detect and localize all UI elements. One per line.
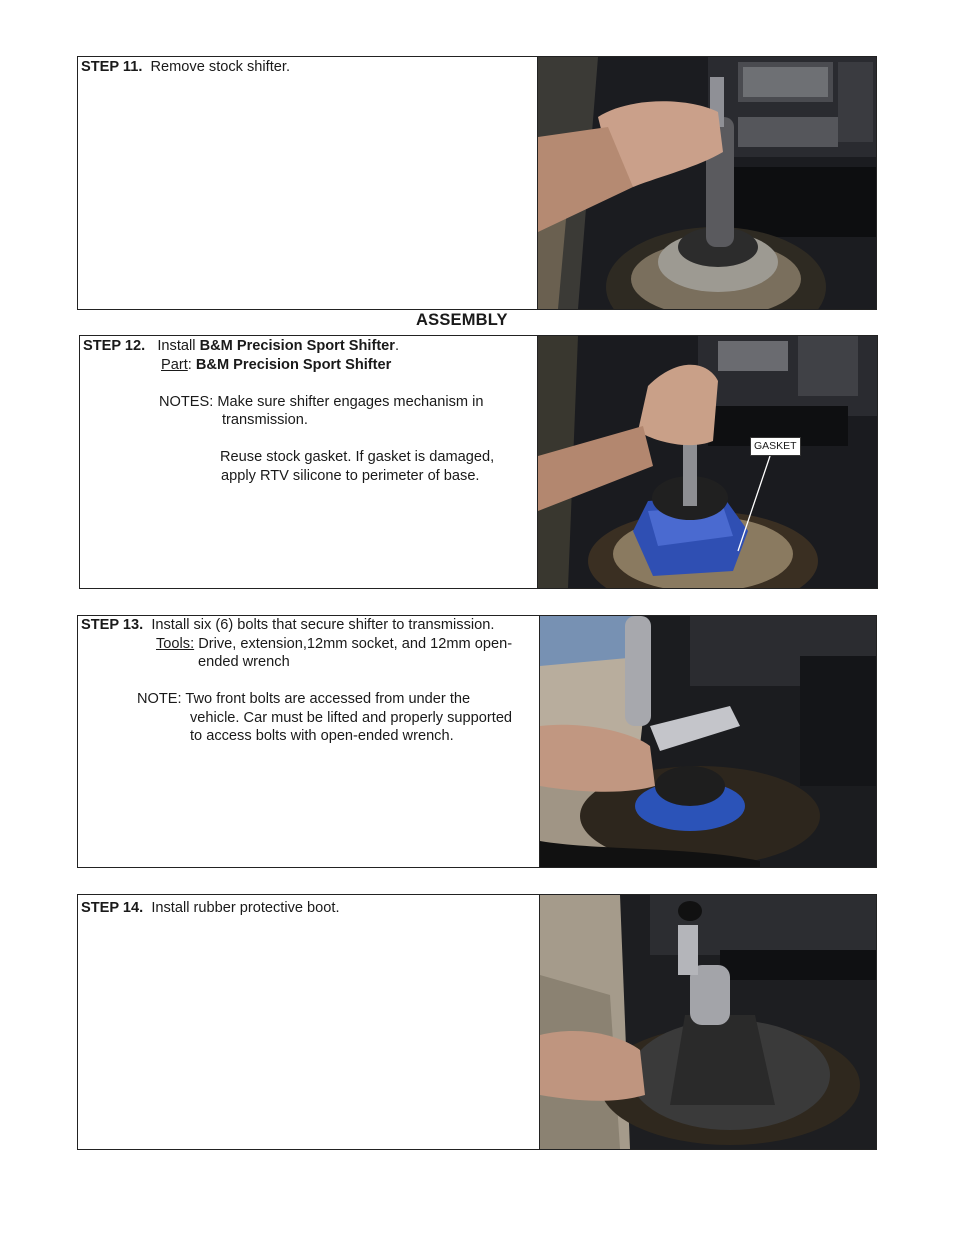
step-13-instruction: Install six (6) bolts that secure shifter to transmission. xyxy=(151,617,495,633)
step-13-note-line-1: Two front bolts are accessed from under the xyxy=(185,691,471,707)
step-11-photo xyxy=(537,57,876,309)
step-12-text xyxy=(80,336,538,588)
step-12-notes-line-3: Reuse stock gasket. If gasket is damaged, xyxy=(220,449,495,465)
step-12-box xyxy=(79,335,878,589)
gasket-callout: GASKET xyxy=(750,437,801,456)
step-12-part-value: B&M Precision Sport Shifter xyxy=(195,356,392,373)
step-14-text xyxy=(78,895,540,1149)
step-13-note-line-3: to access bolts with open-ended wrench. xyxy=(190,728,454,744)
step-12-product-name: B&M Precision Sport Shifter xyxy=(199,338,395,354)
step-12-notes-line-2: transmission. xyxy=(222,412,308,428)
step-13-label: STEP 13. xyxy=(81,617,144,633)
step-13-tools-label: Tools: xyxy=(156,635,195,652)
step-14-instruction: Install rubber protective boot. xyxy=(151,900,340,916)
step-13-tools-line-2: ended wrench xyxy=(198,654,290,670)
step-14-photo xyxy=(539,895,876,1149)
step-12-part-label: Part xyxy=(161,356,188,373)
step-11-label: STEP 11. xyxy=(81,59,143,75)
step-12-trail: . xyxy=(394,338,400,354)
step-12-part-sep: : xyxy=(187,356,192,373)
assembly-heading: ASSEMBLY xyxy=(416,311,508,329)
step-13-note-label: NOTE: xyxy=(137,691,182,707)
step-12-photo xyxy=(537,336,877,588)
step-13-note-line-2: vehicle. Car must be lifted and properly supported xyxy=(190,709,513,726)
step-13-box xyxy=(77,615,877,868)
step-12-lead: Install xyxy=(157,338,196,354)
step-11-text xyxy=(78,57,538,309)
step-11-box xyxy=(77,56,877,310)
step-14-label: STEP 14. xyxy=(81,900,144,916)
step-12-notes-line-4: apply RTV silicone to perimeter of base. xyxy=(221,467,480,484)
step-12-notes-label: NOTES: xyxy=(159,393,214,410)
step-11-instruction: Remove stock shifter. xyxy=(150,59,291,75)
step-13-text xyxy=(78,616,540,867)
step-13-tools-line-1: Drive, extension,12mm socket, and 12mm open- xyxy=(198,635,513,652)
step-14-box xyxy=(77,894,877,1150)
step-12-label: STEP 12. xyxy=(83,338,146,354)
step-13-photo xyxy=(539,616,876,867)
step-12-notes-line-1: Make sure shifter engages mechanism in xyxy=(217,393,484,410)
